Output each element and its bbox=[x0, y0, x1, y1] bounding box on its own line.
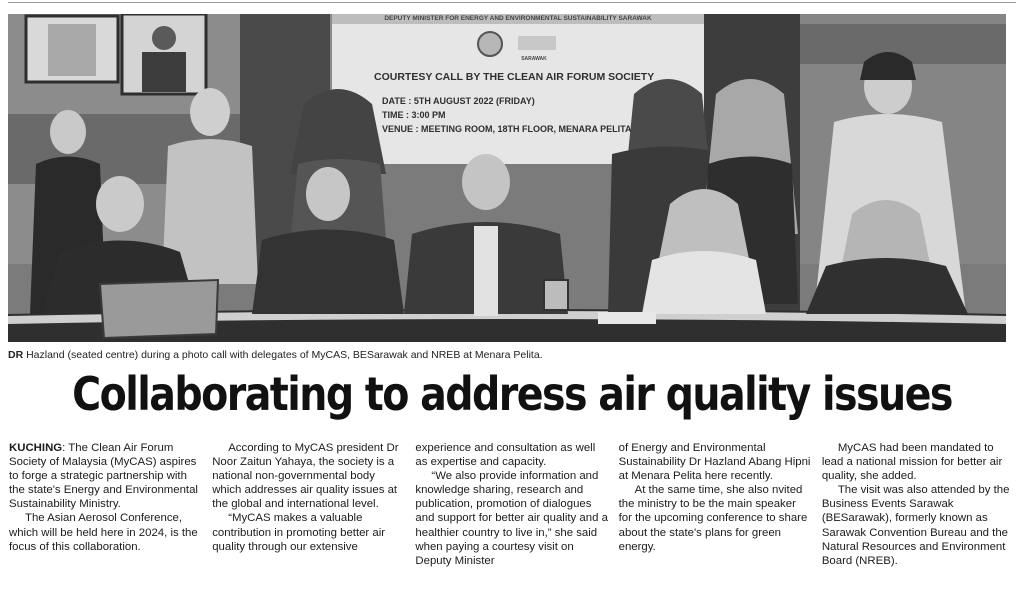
dateline: KUCHING bbox=[9, 442, 63, 454]
caption-lead: DR bbox=[8, 349, 24, 361]
banner-title: COURTESY CALL BY THE CLEAN AIR FORUM SOCIETY bbox=[374, 71, 655, 83]
article-column-2 bbox=[212, 441, 405, 591]
news-photo bbox=[8, 14, 1006, 342]
article-paragraph: At the same time, she also nvited the ministry to be the main speaker for the upcoming conference to share about the state's plans for green energy. bbox=[618, 484, 808, 553]
article-paragraph bbox=[9, 441, 202, 511]
article-paragraph: The visit was also attended by the Business Events Sarawak (BESarawak), formerly known as Sarawak Convention Bureau and the Natural Resources and Environment Board (NREB). bbox=[821, 484, 1010, 567]
article-column-5 bbox=[822, 441, 1015, 591]
banner-date: DATE : 5TH AUGUST 2022 (FRIDAY) bbox=[382, 96, 535, 106]
article-column-4 bbox=[619, 441, 812, 591]
caption-text: Hazland (seated centre) during a photo call with delegates of MyCAS, BESarawak and NREB at Menara Pelita. bbox=[23, 349, 543, 361]
article-paragraph: “We also provide information and knowledge sharing, research and publication, promotion of dialogues and support for better air quality and a healthier country to live in,” she said when paying a courtesy visit on Deputy Minister bbox=[415, 470, 608, 567]
photo-caption bbox=[8, 349, 1008, 361]
article-column-1 bbox=[9, 441, 202, 591]
article-paragraph: “MyCAS makes a valuable contribution in promoting better air quality through our extensive bbox=[212, 512, 386, 553]
article-column-3 bbox=[415, 441, 608, 591]
article-paragraph: MyCAS had been mandated to lead a national mission for better air quality, she added. bbox=[821, 442, 1003, 483]
article-body bbox=[9, 441, 1015, 591]
banner-time: TIME : 3:00 PM bbox=[382, 110, 446, 120]
photo-illustration bbox=[8, 14, 1006, 342]
laptop bbox=[100, 280, 218, 338]
article-paragraph: of Energy and Environmental Sustainability Dr Hazland Abang Hipni at Menara Pelita here recently. bbox=[618, 442, 811, 483]
trophy bbox=[544, 280, 568, 310]
article-paragraph: According to MyCAS president Dr Noor Zaitun Yahaya, the society is a national non-governmental body which addresses air quality issues at the global and international level. bbox=[212, 442, 399, 511]
logo-text: SARAWAK bbox=[521, 56, 547, 62]
banner-venue: VENUE : MEETING ROOM, 18TH FLOOR, MENARA PELITA bbox=[382, 124, 632, 134]
banner-top-text: DEPUTY MINISTER FOR ENERGY AND ENVIRONMENTAL SUSTAINABILITY SARAWAK bbox=[384, 15, 652, 22]
article-paragraph: experience and consultation as well as expertise and capacity. bbox=[415, 442, 596, 469]
top-rule bbox=[8, 2, 1016, 3]
article-paragraph: The Asian Aerosol Conference, which will be held here in 2024, is the focus of this collaboration. bbox=[9, 512, 198, 553]
paragraph-text: : The Clean Air Forum Society of Malaysia (MyCAS) aspires to forge a strategic partnership with the state's Energy and Environmental Sustainability Ministry. bbox=[9, 442, 198, 511]
headline: Collaborating to address air quality issues bbox=[72, 367, 952, 421]
